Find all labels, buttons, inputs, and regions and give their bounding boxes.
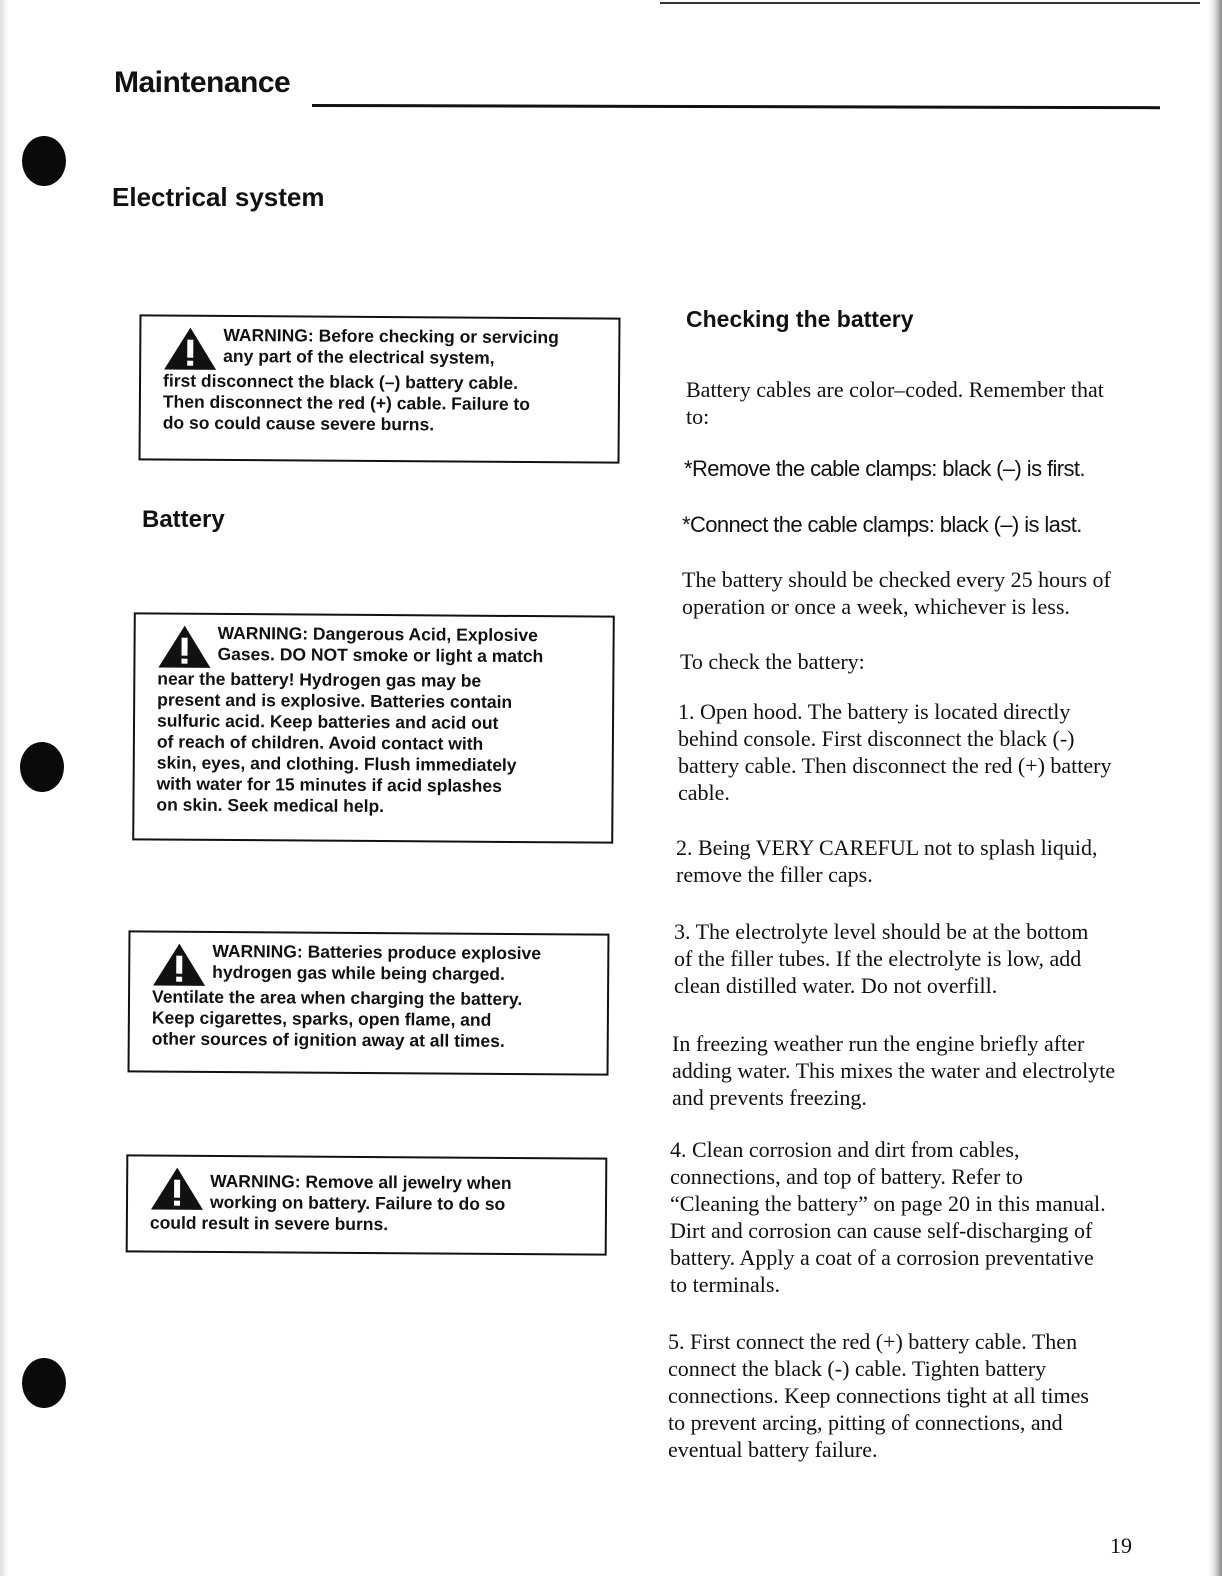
remove-clamps-instruction: *Remove the cable clamps: black (–) is first. — [684, 456, 1085, 481]
text-line: to: — [686, 404, 710, 429]
color-coded-paragraph — [686, 376, 1170, 430]
warning-line: Then disconnect the red (+) cable. Failure to — [162, 391, 531, 415]
warning-line: sulfuric acid. Keep batteries and acid out — [156, 710, 499, 733]
text-line: To check the battery: — [680, 649, 865, 674]
text-line: battery. Apply a coat of a corrosion preventative — [670, 1245, 1094, 1270]
step-4 — [670, 1136, 1154, 1298]
warning-line: Keep cigarettes, sparks, open flame, and — [151, 1007, 492, 1030]
warning-line: could result in severe burns. — [149, 1212, 389, 1235]
warning-line: on skin. Seek medical help. — [156, 794, 385, 817]
text-line: to terminals. — [670, 1272, 780, 1297]
check-interval-paragraph — [682, 566, 1166, 620]
binder-hole-top — [22, 136, 66, 186]
checking-heading: Checking the battery — [686, 306, 914, 332]
binder-hole-middle — [20, 742, 64, 792]
text-line: connections, and top of battery. Refer to — [670, 1164, 1023, 1189]
subsection-title: Electrical system — [112, 182, 325, 212]
warning-line: with water for 15 minutes if acid splashes — [156, 773, 502, 796]
text-line: 2. Being VERY CAREFUL not to splash liquid, — [676, 835, 1098, 860]
warning-line: near the battery! Hydrogen gas may be — [157, 668, 482, 691]
text-line: to prevent arcing, pitting of connections, and — [668, 1410, 1063, 1435]
text-line: clean distilled water. Do not overfill. — [674, 973, 998, 998]
warning-line: skin, eyes, and clothing. Flush immediately — [156, 752, 517, 775]
warning-line: do so could cause severe burns. — [162, 412, 435, 435]
warning-box-acid — [132, 612, 615, 843]
step-5 — [668, 1328, 1152, 1463]
text-line: connections. Keep connections tight at all times — [668, 1383, 1089, 1408]
text-line: Dirt and corrosion can cause self-discharging of — [670, 1218, 1093, 1243]
text-line: “Cleaning the battery” on page 20 in this manual. — [670, 1191, 1106, 1216]
text-line: 3. The electrolyte level should be at the bottom — [674, 919, 1089, 944]
warning-box-hydrogen — [128, 930, 610, 1075]
warning-line: any part of the electrical system, — [223, 345, 495, 368]
warning-line: Gases. DO NOT smoke or light a match — [217, 643, 544, 667]
page-number: 19 — [1110, 1533, 1132, 1558]
section-title-rule — [312, 104, 1160, 109]
step-3 — [674, 918, 1158, 999]
text-line: 5. First connect the red (+) battery cable. Then — [668, 1329, 1078, 1354]
text-line: cable. — [678, 780, 730, 805]
warning-line: of reach of children. Avoid contact with — [156, 731, 484, 754]
section-title: Maintenance — [114, 66, 291, 99]
text-line: Battery cables are color–coded. Remember that — [686, 377, 1104, 402]
warning-line: Ventilate the area when charging the battery. — [151, 986, 523, 1010]
warning-line: WARNING: Dangerous Acid, Explosive — [217, 622, 538, 646]
text-line: battery cable. Then disconnect the red (+) battery — [678, 753, 1112, 778]
warning-triangle-icon — [163, 326, 217, 370]
to-check-line — [680, 648, 1164, 675]
freezing-paragraph — [672, 1030, 1156, 1111]
text-line: eventual battery failure. — [668, 1437, 878, 1462]
scan-edge-right — [1208, 0, 1222, 1576]
text-line: 4. Clean corrosion and dirt from cables, — [670, 1137, 1020, 1162]
warning-line: WARNING: Before checking or servicing — [223, 324, 559, 348]
text-line: and prevents freezing. — [672, 1085, 867, 1110]
warning-line: first disconnect the black (–) battery cable. — [162, 370, 519, 393]
text-line: connect the black (-) cable. Tighten battery — [668, 1356, 1047, 1381]
warning-triangle-icon — [152, 942, 206, 986]
step-2 — [676, 834, 1160, 888]
text-line: In freezing weather run the engine briefly after — [672, 1031, 1085, 1056]
binder-hole-bottom — [22, 1358, 66, 1408]
text-line: adding water. This mixes the water and electrolyte — [672, 1058, 1116, 1083]
warning-line: WARNING: Batteries produce explosive — [212, 940, 542, 964]
warning-triangle-icon — [157, 624, 211, 668]
warning-line: working on battery. Failure to do so — [209, 1191, 506, 1214]
warning-line: present and is explosive. Batteries contain — [157, 689, 513, 712]
text-line: remove the filler caps. — [676, 862, 873, 887]
text-line: operation or once a week, whichever is less. — [682, 594, 1070, 619]
text-line: behind console. First disconnect the black (-) — [678, 726, 1075, 751]
text-line: 1. Open hood. The battery is located directly — [678, 699, 1071, 724]
text-line: of the filler tubes. If the electrolyte is low, add — [674, 946, 1082, 971]
warning-line: other sources of ignition away at all times. — [151, 1028, 505, 1051]
scan-edge-left — [0, 0, 8, 1576]
battery-heading: Battery — [142, 506, 225, 533]
warning-box-servicing — [138, 314, 620, 463]
connect-clamps-instruction: *Connect the cable clamps: black (–) is last. — [682, 512, 1082, 537]
step-1 — [678, 698, 1162, 806]
top-scan-line — [660, 2, 1200, 4]
warning-box-jewelry — [126, 1154, 608, 1255]
text-line: The battery should be checked every 25 hours of — [682, 567, 1111, 592]
warning-line: hydrogen gas while being charged. — [212, 961, 505, 984]
warning-line: WARNING: Remove all jewelry when — [210, 1170, 512, 1194]
warning-triangle-icon — [150, 1166, 204, 1210]
